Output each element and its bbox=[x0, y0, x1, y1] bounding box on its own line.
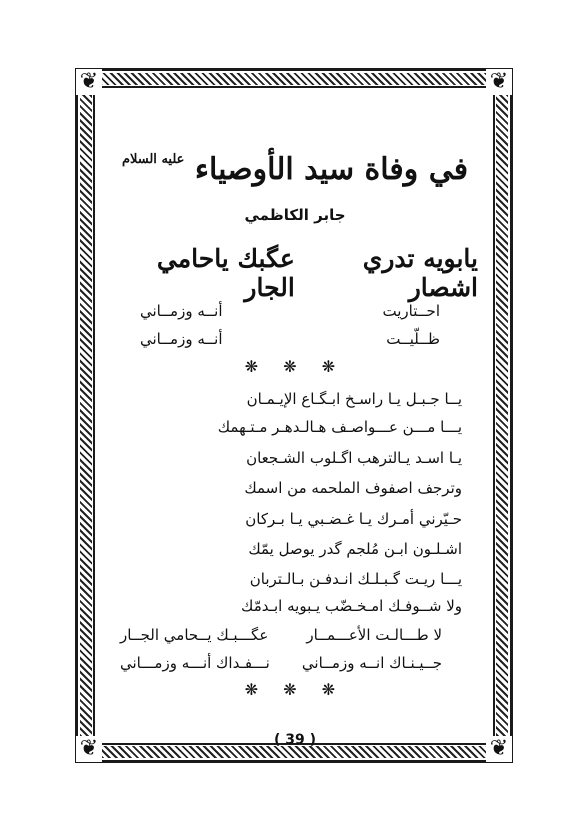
corner-ornament-icon: ❦ bbox=[76, 69, 102, 95]
closing-line bbox=[120, 654, 442, 672]
verse-line: يـــا ريـت گـبـلـك انـدفـن بـالـتربان bbox=[249, 570, 462, 588]
star-separator: ❋ ❋ ❋ bbox=[244, 357, 346, 376]
refrain-line bbox=[140, 330, 440, 348]
title-text: في وفاة سيد الأوصياء bbox=[194, 152, 469, 187]
refrain-left: أنــه وزمــاني bbox=[140, 302, 223, 320]
poem-heading bbox=[108, 244, 478, 302]
closing-left: نـــفـداك أنـــه وزمـــاني bbox=[120, 654, 270, 672]
page-number: ( 39 ) bbox=[273, 732, 317, 748]
corner-ornament-icon: ❦ bbox=[486, 736, 512, 762]
closing-right: لا طـــالـت الأعـــمــار bbox=[306, 626, 442, 644]
verse-line: ولا شــوفـك امـخـضّب يـبويه ابـدمّك bbox=[241, 597, 462, 615]
title-honorific: عليه السلام bbox=[121, 152, 185, 167]
refrain-right: احــتاريت bbox=[382, 302, 440, 320]
refrain-line bbox=[140, 302, 440, 320]
closing-left: عگـــبـك يــحامي الجــار bbox=[120, 626, 269, 644]
refrain-left: أنــه وزمــاني bbox=[140, 330, 223, 348]
verse-line: اشـلـون ابـن مُلجم گدر يوصل يمّك bbox=[248, 540, 462, 558]
heading-right: يابويه تدري اشصار bbox=[362, 244, 478, 302]
corner-ornament-icon: ❦ bbox=[76, 736, 102, 762]
closing-right: جــيـنـاك انــه وزمــاني bbox=[301, 654, 442, 672]
verse-line: يـا اسـد يـالترهب اگـلوب الشـجعان bbox=[246, 449, 462, 467]
poem-title bbox=[120, 152, 470, 187]
verse-line: وترجف اصفوف الملحمه من اسمك bbox=[244, 479, 462, 497]
verse-line: يـــا مـــن عـــواصـف هـالـدهـر مـتـهمك bbox=[217, 418, 462, 436]
heading-left: عگبك ياحامي الجار bbox=[156, 244, 295, 302]
refrain-right: ظــلّيــت bbox=[386, 330, 440, 348]
corner-ornament-icon: ❦ bbox=[486, 69, 512, 95]
verse-line: حـيّرني أمـرك يـا غـضـبي يـا بـركان bbox=[245, 510, 462, 528]
verse-line: يــا جـبـل يـا راسـخ ابـگـاع الإيـمـان bbox=[246, 390, 462, 408]
star-separator: ❋ ❋ ❋ bbox=[244, 680, 346, 699]
closing-line bbox=[120, 626, 442, 644]
poem-author: جابر الكاظمي bbox=[244, 206, 346, 224]
